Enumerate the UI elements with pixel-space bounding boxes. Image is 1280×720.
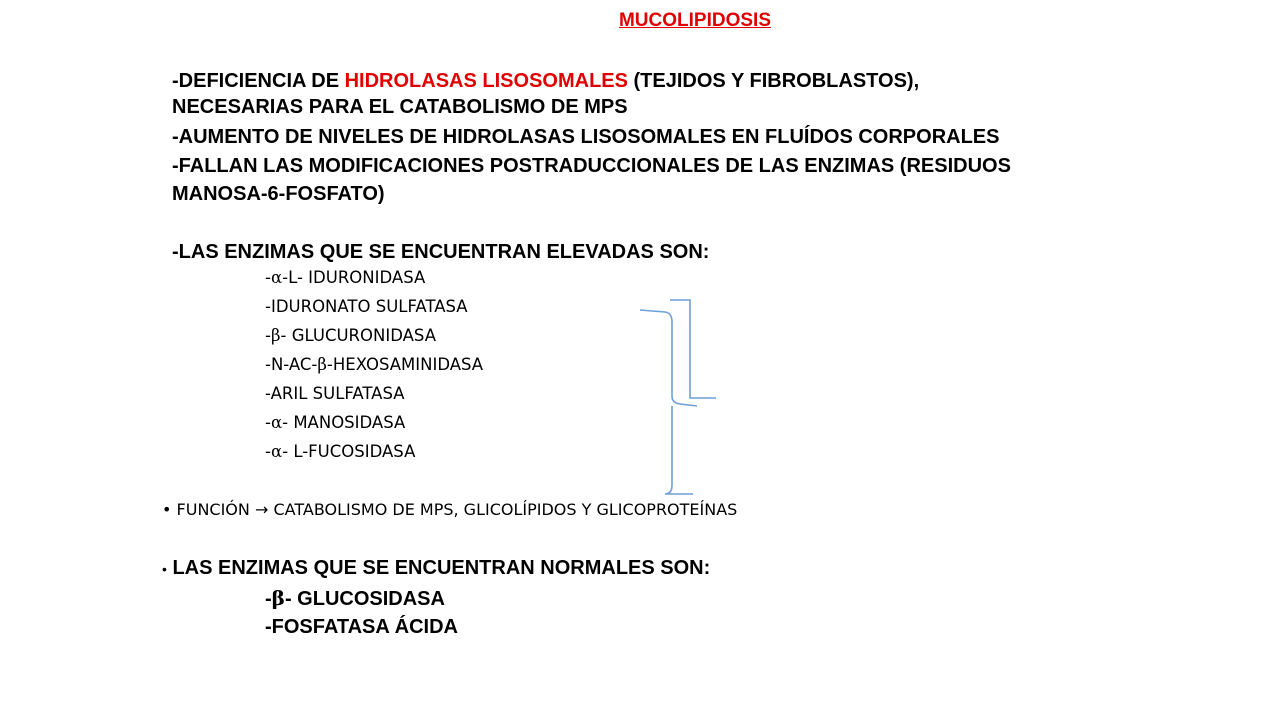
beta-symbol: β <box>270 326 281 345</box>
alpha-symbol: α <box>270 268 283 287</box>
alpha-symbol: α <box>270 413 283 432</box>
elevated-heading: -LAS ENZIMAS QUE SE ENCUENTRAN ELEVADAS SON: <box>172 241 710 263</box>
function-label: FUNCIÓN <box>176 500 250 519</box>
arrow-right-icon: → <box>254 500 269 519</box>
function-bullet <box>162 500 737 519</box>
elevated-item: -IDURONATO SULFATASA <box>265 297 468 316</box>
deficiency-highlight: HIDROLASAS LISOSOMALES <box>344 70 628 92</box>
beta-symbol: β <box>317 355 327 374</box>
alpha-symbol: α <box>270 442 283 461</box>
normal-item: -β- GLUCOSIDASA <box>265 586 445 610</box>
elevated-item: -N-AC-β-HEXOSAMINIDASA <box>265 355 484 374</box>
deficiency-suffix: (TEJIDOS Y FIBROBLASTOS), <box>627 70 920 92</box>
normal-heading <box>162 557 710 580</box>
paragraph-failure-line2: MANOSA-6-FOSFATO) <box>172 183 385 205</box>
elevated-item: -α- MANOSIDASA <box>265 413 406 432</box>
function-text: CATABOLISMO DE MPS, GLICOLÍPIDOS Y GLICOPROTEÍNAS <box>273 500 738 519</box>
normal-item: -FOSFATASA ÁCIDA <box>265 616 458 638</box>
elevated-item: -ARIL SULFATASA <box>265 384 405 403</box>
elevated-item: -β- GLUCURONIDASA <box>265 326 436 345</box>
paragraph-failure: -FALLAN LAS MODIFICACIONES POSTRADUCCIONALES DE LAS ENZIMAS (RESIDUOS <box>172 155 1011 177</box>
beta-symbol: β <box>271 586 285 610</box>
deficiency-prefix: -DEFICIENCIA DE <box>172 70 345 92</box>
bullet-dot: • <box>162 500 172 519</box>
bullet-dot: • <box>162 561 167 577</box>
slide-title: MUCOLIPIDOSIS <box>618 10 771 31</box>
elevated-item: -α-L- IDURONIDASA <box>265 268 426 287</box>
paragraph-deficiency-line2: NECESARIAS PARA EL CATABOLISMO DE MPS <box>172 96 628 118</box>
paragraph-increase: -AUMENTO DE NIVELES DE HIDROLASAS LISOSOMALES EN FLUÍDOS CORPORALES <box>172 126 1000 148</box>
elevated-item: -α- L-FUCOSIDASA <box>265 442 416 461</box>
normal-heading-text: LAS ENZIMAS QUE SE ENCUENTRAN NORMALES SON: <box>172 557 711 579</box>
